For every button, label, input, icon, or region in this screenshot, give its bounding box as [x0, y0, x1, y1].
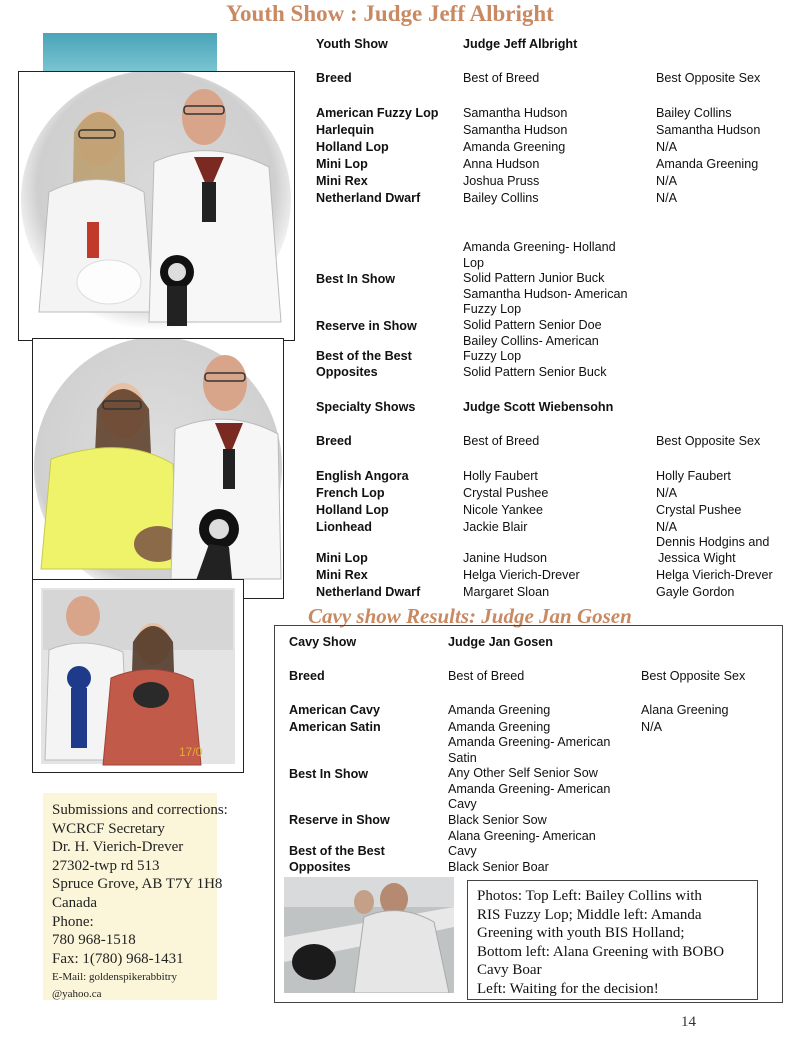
table-row-breed: Netherland Dwarf	[316, 585, 421, 599]
table-row-bos: Holly Faubert	[656, 469, 731, 483]
caption-line: Bottom left: Alana Greening with BOBO	[477, 943, 725, 960]
table-row-bob: Amanda Greening	[463, 140, 566, 154]
contact-line: 27302-twp rd 513	[52, 857, 160, 874]
caption-line: Left: Waiting for the decision!	[477, 980, 659, 997]
youth-col-best-opposite: Best Opposite Sex	[656, 71, 761, 85]
table-row-bob: Jackie Blair	[463, 520, 528, 534]
contact-note	[52, 801, 228, 1001]
table-row-breed: English Angora	[316, 469, 409, 483]
cavy-best-in-show-label: Best In Show	[289, 767, 369, 781]
youth-show-label: Youth Show	[316, 37, 388, 51]
table-row-bos: Samantha Hudson	[656, 123, 761, 137]
photo-timestamp: 17/0	[179, 745, 203, 759]
teal-banner-decoration	[43, 33, 217, 73]
table-row-bob: Nicole Yankee	[463, 503, 544, 517]
award-line: Amanda Greening- American	[448, 735, 611, 749]
table-row-bos: N/A	[656, 140, 677, 154]
caption-line: Cavy Boar	[477, 962, 542, 979]
botb-label-line: Best of the Best	[316, 349, 412, 363]
contact-line: @yahoo.ca	[52, 987, 102, 1000]
award-line: Black Senior Boar	[448, 859, 549, 874]
table-row-bos: N/A	[641, 720, 662, 734]
contact-line: Dr. H. Vierich-Drever	[52, 839, 184, 856]
award-line: Solid Pattern Senior Buck	[463, 364, 607, 379]
award-line: Fuzzy Lop	[463, 349, 522, 364]
cavy-awards-details	[448, 735, 610, 875]
table-row-breed: Mini Lop	[316, 157, 368, 171]
table-row-bos: Helga Vierich-Drever	[656, 568, 773, 582]
photo-middle-left	[32, 338, 284, 599]
table-row-bob: Anna Hudson	[463, 157, 540, 171]
table-row-bob: Janine Hudson	[463, 551, 548, 565]
youth-best-of-best-label	[316, 348, 412, 380]
photo-top-left	[18, 71, 295, 341]
award-line: Bailey Collins- American	[463, 333, 599, 348]
table-row-bob: Bailey Collins	[463, 191, 539, 205]
award-line: Solid Pattern Senior Doe	[463, 317, 602, 332]
cavy-col-best-opposite: Best Opposite Sex	[641, 669, 746, 683]
photo-caption	[477, 887, 724, 999]
table-row-bob: Joshua Pruss	[463, 174, 540, 188]
cavy-col-breed: Breed	[289, 669, 325, 683]
youth-best-in-show-label: Best In Show	[316, 272, 396, 286]
contact-line: Canada	[52, 894, 97, 911]
contact-line: Fax: 1(780) 968-1431	[52, 950, 184, 967]
table-row-bob: Amanda Greening	[448, 703, 551, 717]
table-row-bos-multiline	[656, 535, 769, 566]
table-row-bos: Amanda Greening	[656, 157, 759, 171]
table-row-bos: Crystal Pushee	[656, 503, 742, 517]
table-row-bob: Crystal Pushee	[463, 486, 549, 500]
page-number: 14	[681, 1014, 696, 1030]
table-row-bos: N/A	[656, 520, 677, 534]
photo-waiting-for-decision	[284, 877, 454, 993]
award-line: Solid Pattern Junior Buck	[463, 271, 605, 286]
bos-line: Dennis Hodgins and	[656, 535, 770, 549]
table-row-breed: Harlequin	[316, 123, 375, 137]
award-line: Alana Greening- American	[448, 828, 596, 843]
table-row-bob: Samantha Hudson	[463, 123, 568, 137]
table-row-breed: American Fuzzy Lop	[316, 106, 439, 120]
specialty-col-breed: Breed	[316, 434, 352, 448]
youth-judge-label: Judge Jeff Albright	[463, 37, 578, 51]
cavy-judge-label: Judge Jan Gosen	[448, 635, 553, 649]
bos-line: Jessica Wight	[658, 550, 736, 565]
contact-line: 780 968-1518	[52, 932, 136, 949]
award-line: Lop	[463, 255, 485, 270]
table-row-bos: Alana Greening	[641, 703, 729, 717]
botb-label-line: Best of the Best	[289, 844, 385, 858]
award-line: Amanda Greening- Holland	[463, 240, 616, 254]
table-row-breed: Mini Rex	[316, 174, 368, 188]
contact-line: Phone:	[52, 913, 94, 930]
table-row-bob: Holly Faubert	[463, 469, 538, 483]
table-row-breed: American Satin	[289, 720, 381, 734]
specialty-judge-label: Judge Scott Wiebensohn	[463, 400, 614, 414]
photo-alana-greening-cavy	[33, 580, 243, 772]
table-row-bos: N/A	[656, 191, 677, 205]
youth-col-breed: Breed	[316, 71, 352, 85]
photo-amanda-greening-holland	[33, 339, 283, 598]
contact-line: Submissions and corrections:	[52, 802, 228, 818]
youth-col-best-of-breed: Best of Breed	[463, 71, 540, 85]
cavy-reserve-in-show-label: Reserve in Show	[289, 813, 390, 827]
specialty-show-label: Specialty Shows	[316, 400, 416, 414]
award-line: Any Other Self Senior Sow	[448, 766, 598, 781]
cavy-show-label: Cavy Show	[289, 635, 357, 649]
table-row-breed: Holland Lop	[316, 503, 389, 517]
specialty-col-best-of-breed: Best of Breed	[463, 434, 540, 448]
table-row-breed: French Lop	[316, 486, 385, 500]
photo-bottom-left	[32, 579, 244, 773]
award-line: Amanda Greening- American	[448, 781, 611, 796]
table-row-bob: Samantha Hudson	[463, 106, 568, 120]
table-row-breed: Netherland Dwarf	[316, 191, 421, 205]
botb-label-line: Opposites	[316, 365, 378, 379]
table-row-bos: Gayle Gordon	[656, 585, 735, 599]
page-title: Youth Show : Judge Jeff Albright	[226, 1, 554, 26]
youth-awards-details	[463, 240, 628, 380]
contact-line: WCRCF Secretary	[52, 820, 165, 837]
caption-line: RIS Fuzzy Lop; Middle left: Amanda	[477, 906, 702, 923]
award-line: Fuzzy Lop	[463, 302, 522, 317]
youth-reserve-in-show-label: Reserve in Show	[316, 319, 417, 333]
table-row-bos: Bailey Collins	[656, 106, 732, 120]
table-row-bos: N/A	[656, 174, 677, 188]
photo-bailey-collins-rabbit	[19, 72, 294, 340]
table-row-bob: Amanda Greening	[448, 720, 551, 734]
photo-waiting	[284, 877, 454, 993]
contact-line: Spruce Grove, AB T7Y 1H8	[52, 876, 223, 893]
caption-line: Photos: Top Left: Bailey Collins with	[477, 888, 702, 904]
cavy-section-title: Cavy show Results: Judge Jan Gosen	[308, 604, 632, 628]
table-row-bob: Margaret Sloan	[463, 585, 550, 599]
table-row-bos: N/A	[656, 486, 677, 500]
table-row-breed: Mini Lop	[316, 551, 368, 565]
cavy-best-of-best-label	[289, 843, 385, 875]
cavy-col-best-of-breed: Best of Breed	[448, 669, 525, 683]
award-line: Satin	[448, 750, 477, 765]
award-line: Black Senior Sow	[448, 812, 547, 827]
table-row-breed: Holland Lop	[316, 140, 389, 154]
caption-line: Greening with youth BIS Holland;	[477, 925, 685, 942]
table-row-breed: Mini Rex	[316, 568, 368, 582]
contact-line: E-Mail: goldenspikerabbitry	[52, 971, 177, 984]
table-row-breed: Lionhead	[316, 520, 372, 534]
award-line: Cavy	[448, 844, 477, 859]
botb-label-line: Opposites	[289, 860, 351, 874]
table-row-breed: American Cavy	[289, 703, 381, 717]
specialty-col-best-opposite: Best Opposite Sex	[656, 434, 761, 448]
table-row-bob: Helga Vierich-Drever	[463, 568, 580, 582]
award-line: Cavy	[448, 797, 477, 812]
award-line: Samantha Hudson- American	[463, 286, 628, 301]
